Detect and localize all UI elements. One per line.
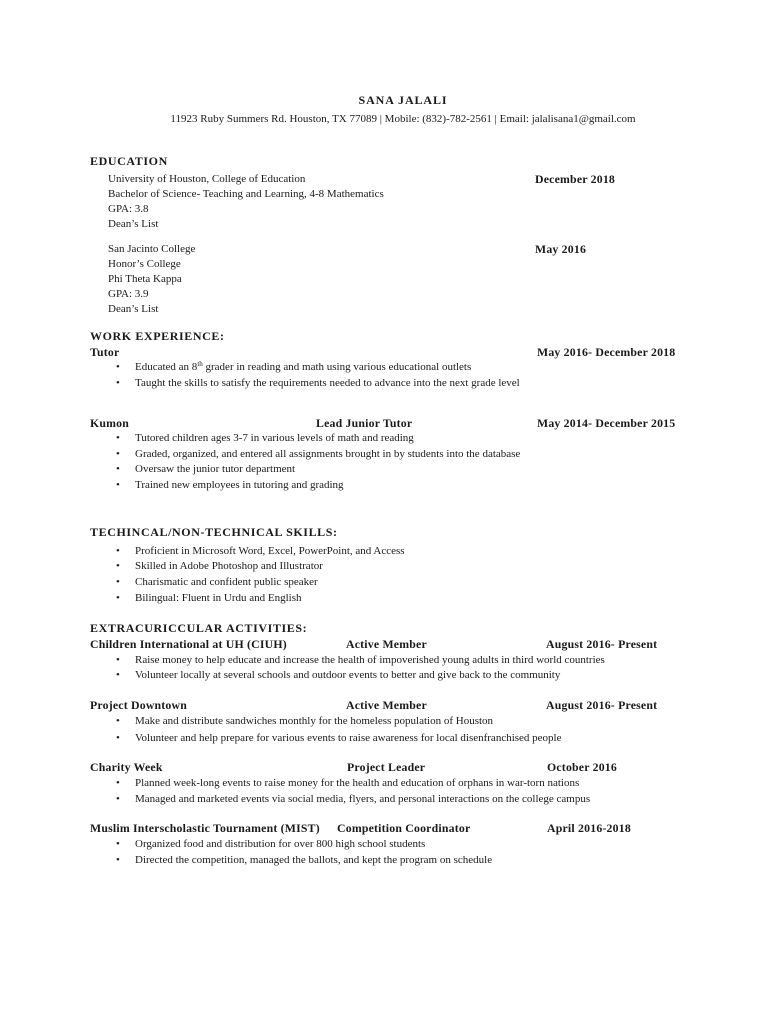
bullet-text-part: Educated an 8: [135, 361, 198, 373]
job-organization: Tutor: [90, 345, 120, 359]
bullet-marker: [116, 853, 120, 867]
job-role: Lead Junior Tutor: [316, 416, 413, 430]
activity-role: Project Leader: [347, 760, 426, 774]
bullet-marker: [116, 653, 120, 667]
bullet-text: Managed and marketed events via social media, flyers, and personal interactions on the college campus: [135, 793, 591, 805]
school-name: San Jacinto College: [108, 243, 196, 255]
bullet-text: Skilled in Adobe Photoshop and Illustrator: [135, 560, 323, 572]
section-heading: EXTRACURICCULAR ACTIVITIES:: [90, 621, 308, 635]
education-date: May 2016: [535, 242, 587, 256]
bullet-text: Volunteer locally at several schools and outdoor events to better and give back to the community: [135, 669, 561, 681]
activity-role: Active Member: [346, 637, 427, 651]
bullet-item: [0, 731, 768, 745]
bullet-text: Taught the skills to satisfy the requirements needed to advance into the next grade level: [135, 377, 520, 389]
bullet-marker: [116, 447, 120, 461]
education-detail: GPA: 3.8: [108, 203, 149, 215]
bullet-item: [0, 447, 768, 461]
bullet-text: Directed the competition, managed the ballots, and kept the program on schedule: [135, 854, 493, 866]
education-detail: Honor’s College: [108, 258, 181, 270]
activity-date: August 2016- Present: [546, 698, 658, 712]
bullet-text: Charismatic and confident public speaker: [135, 576, 318, 588]
bullet-marker: [116, 360, 120, 374]
bullet-item: [0, 559, 768, 573]
bullet-marker: [116, 731, 120, 745]
education-detail: Dean’s List: [108, 218, 159, 230]
bullet-text: Volunteer and help prepare for various events to raise awareness for local disenfranchised people: [135, 732, 562, 744]
job-organization: Kumon: [90, 416, 130, 430]
bullet-item: [0, 776, 768, 790]
bullet-marker: [116, 462, 120, 476]
bullet-marker: [116, 714, 120, 728]
bullet-text: [135, 360, 471, 374]
bullet-item: [0, 837, 768, 851]
bullet-marker: [116, 376, 120, 390]
bullet-marker: [116, 792, 120, 806]
bullet-item: [0, 376, 768, 390]
bullet-marker: [116, 478, 120, 492]
bullet-item: [0, 853, 768, 867]
bullet-marker: [116, 591, 120, 605]
bullet-text: Bilingual: Fluent in Urdu and English: [135, 592, 302, 604]
activity-role: Competition Coordinator: [337, 821, 471, 835]
activity-role: Active Member: [346, 698, 427, 712]
bullet-marker: [116, 575, 120, 589]
bullet-item: [0, 714, 768, 728]
bullet-text: Planned week-long events to raise money for the health and education of orphans in war-torn nations: [135, 777, 580, 789]
bullet-text: Proficient in Microsoft Word, Excel, PowerPoint, and Access: [135, 545, 405, 557]
bullet-marker: [116, 776, 120, 790]
bullet-text: Tutored children ages 3-7 in various levels of math and reading: [135, 432, 414, 444]
bullet-marker: [116, 431, 120, 445]
education-detail: Phi Theta Kappa: [108, 273, 182, 285]
bullet-item: [0, 462, 768, 476]
bullet-item: [0, 792, 768, 806]
education-date: December 2018: [535, 172, 616, 186]
bullet-item: [0, 544, 768, 558]
bullet-item: [0, 360, 768, 374]
activity-organization: Muslim Interscholastic Tournament (MIST): [90, 821, 320, 835]
bullet-item: [0, 478, 768, 492]
activity-organization: Project Downtown: [90, 698, 188, 712]
bullet-text: Graded, organized, and entered all assignments brought in by students into the database: [135, 448, 521, 460]
bullet-marker: [116, 837, 120, 851]
bullet-text: Organized food and distribution for over 800 high school students: [135, 838, 426, 850]
bullet-marker: [116, 559, 120, 573]
bullet-item: [0, 431, 768, 445]
contact-line: 11923 Ruby Summers Rd. Houston, TX 77089 | Mobile: (832)-782-2561 | Email: jalalisana1@gmail.com: [170, 113, 636, 125]
candidate-name: SANA JALALI: [358, 93, 448, 107]
activity-organization: Charity Week: [90, 760, 163, 774]
bullet-marker: [116, 544, 120, 558]
bullet-text: Make and distribute sandwiches monthly for the homeless population of Houston: [135, 715, 494, 727]
education-detail: Bachelor of Science- Teaching and Learning, 4-8 Mathematics: [108, 188, 384, 200]
bullet-item: [0, 653, 768, 667]
activity-organization: Children International at UH (CIUH): [90, 637, 287, 651]
activity-date: April 2016-2018: [547, 821, 631, 835]
bullet-item: [0, 575, 768, 589]
section-heading: EDUCATION: [90, 154, 168, 168]
bullet-text: Oversaw the junior tutor department: [135, 463, 296, 475]
activity-date: August 2016- Present: [546, 637, 658, 651]
school-name: University of Houston, College of Education: [108, 173, 306, 185]
bullet-text-part: grader in reading and math using various educational outlets: [202, 361, 472, 373]
job-date: May 2016- December 2018: [537, 345, 676, 359]
section-heading: WORK EXPERIENCE:: [90, 329, 225, 343]
bullet-item: [0, 668, 768, 682]
activity-date: October 2016: [547, 760, 618, 774]
education-detail: GPA: 3.9: [108, 288, 149, 300]
bullet-text: Raise money to help educate and increase the health of impoverished young adults in third world countries: [135, 654, 605, 666]
job-date: May 2014- December 2015: [537, 416, 676, 430]
superscript-text: th: [197, 360, 203, 368]
bullet-marker: [116, 668, 120, 682]
education-detail: Dean’s List: [108, 303, 159, 315]
section-heading: TECHINCAL/NON-TECHNICAL SKILLS:: [90, 525, 338, 539]
bullet-text: Trained new employees in tutoring and grading: [135, 479, 344, 491]
bullet-item: [0, 591, 768, 605]
